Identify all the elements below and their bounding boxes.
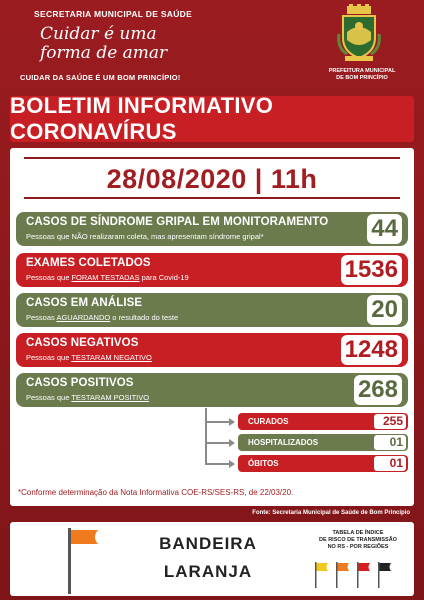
- title-bar: [10, 93, 414, 144]
- card-positivos: [16, 373, 408, 407]
- bulletin-date: 28/08/2020 | 11h: [106, 164, 318, 194]
- card-exames-sub-pre: Pessoas que: [26, 273, 72, 282]
- card-exames-sub: [26, 273, 189, 282]
- card-positivos-sub-underlined: TESTARAM POSITIVO: [71, 393, 150, 402]
- card-monitoramento-value: 44: [367, 214, 402, 244]
- card-analise-sub-underlined: AGUARDANDO: [56, 313, 111, 322]
- bandeira-line-2: LARANJA: [163, 562, 253, 581]
- tabela-line-1: TABELA DE ÍNDICE: [332, 530, 384, 536]
- red-flag-icon: [355, 560, 371, 588]
- prefeitura-label: [322, 68, 402, 82]
- card-analise-value: 20: [367, 295, 402, 325]
- prefeitura-line-2: DE BOM PRINCÍPIO: [336, 75, 388, 81]
- card-positivos-sub: [26, 393, 149, 402]
- card-positivos-title: CASOS POSITIVOS: [26, 377, 134, 389]
- card-monitoramento-title: CASOS DE SÍNDROME GRIPAL EM MONITORAMENTO: [26, 216, 329, 228]
- card-negativos-sub: [26, 353, 152, 362]
- card-negativos-sub-pre: Pessoas que: [26, 353, 72, 362]
- sub-obitos-label: ÓBITOS: [248, 459, 279, 468]
- prefeitura-line-1: PREFEITURA MUNICIPAL: [328, 68, 396, 74]
- sub-hospitalizados-label: HOSPITALIZADOS: [248, 438, 319, 447]
- orange-small-flag-icon: [334, 560, 350, 588]
- sub-obitos-value: 01: [374, 456, 406, 471]
- card-negativos-sub-underlined: TESTARAM NEGATIVO: [71, 353, 152, 362]
- sub-hospitalizados: [238, 434, 408, 451]
- sub-curados-label: CURADOS: [248, 417, 289, 426]
- card-analise-title: CASOS EM ANÁLISE: [26, 297, 143, 309]
- arrow-curados-icon: [229, 418, 235, 426]
- arrow-hospitalizados-icon: [229, 439, 235, 447]
- tabela-label: [302, 530, 414, 551]
- sub-curados: [238, 413, 408, 430]
- tabela-line-3: NO RS - POR REGIÕES: [327, 544, 389, 550]
- slogan-line-2: forma de amar: [40, 43, 168, 63]
- card-analise-sub: [26, 313, 178, 322]
- yellow-flag-icon: [313, 560, 329, 588]
- orange-flag-icon: [62, 524, 102, 594]
- bulletin-title: BOLETIM INFORMATIVO CORONAVÍRUS: [10, 93, 274, 144]
- card-monitoramento-sub: Pessoas que NÃO realizaram coleta, mas apresentam síndrome gripal*: [26, 232, 264, 241]
- tree-connector: [205, 408, 207, 463]
- card-negativos-value: 1248: [341, 335, 402, 365]
- sub-obitos: [238, 455, 408, 472]
- card-exames-value: 1536: [341, 255, 402, 285]
- bandeira-label: [138, 530, 278, 586]
- secretaria-title: SECRETARIA MUNICIPAL DE SAÚDE: [34, 9, 193, 19]
- black-flag-icon: [376, 560, 392, 588]
- card-monitoramento: [16, 212, 408, 246]
- card-exames-title: EXAMES COLETADOS: [26, 257, 151, 269]
- bandeira-line-1: BANDEIRA: [159, 534, 257, 553]
- card-analise-sub-post: o resultado do teste: [110, 313, 179, 322]
- date-rule-bottom: [24, 197, 400, 199]
- cuidar-slogan: CUIDAR DA SAÚDE É UM BOM PRINCÍPIO!: [20, 73, 181, 82]
- card-positivos-value: 268: [354, 375, 402, 405]
- municipal-crest-icon: [337, 4, 381, 62]
- card-analise-sub-pre: Pessoas: [26, 313, 57, 322]
- card-exames-sub-underlined: FORAM TESTADAS: [71, 273, 140, 282]
- sub-hospitalizados-value: 01: [374, 435, 406, 450]
- card-exames: [16, 253, 408, 287]
- card-positivos-sub-pre: Pessoas que: [26, 393, 72, 402]
- footnote: *Conforme determinação da Nota Informativa COE-RS/SES-RS, de 22/03/20.: [18, 488, 294, 497]
- arrow-obitos-icon: [229, 460, 235, 468]
- card-negativos-title: CASOS NEGATIVOS: [26, 337, 139, 349]
- card-analise: [16, 293, 408, 327]
- source-text: Fonte: Secretaria Municipal de Saúde de Bom Princípio: [252, 510, 410, 516]
- slogan-line-1: Cuidar é uma: [40, 24, 157, 44]
- tabela-line-2: DE RISCO DE TRANSMISSÃO: [319, 537, 397, 543]
- content-panel: [10, 148, 414, 506]
- card-exames-sub-post: para Covid-19: [139, 273, 189, 282]
- date-rule-top: [24, 157, 400, 159]
- card-negativos: [16, 333, 408, 367]
- sub-curados-value: 255: [374, 414, 406, 429]
- header: [0, 0, 424, 96]
